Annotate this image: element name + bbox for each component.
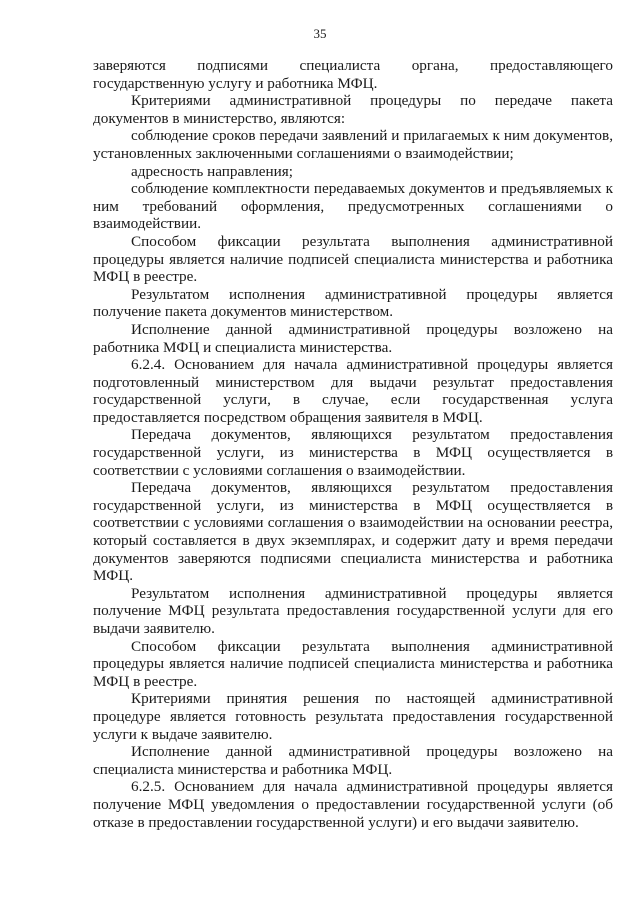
document-body [93, 57, 613, 831]
paragraph: Результатом исполнения административной процедуры является получение МФЦ результата предоставления государственной услуги для его выдачи заявителю. [93, 584, 613, 637]
paragraph: заверяются подписями специалиста органа, предоставляющего государственную услугу и работника МФЦ. [93, 57, 613, 92]
page-number: 35 [313, 26, 327, 41]
paragraph: Передача документов, являющихся результатом предоставления государственной услуги, из министерства в МФЦ осуществляется в соответствии с условиями соглашения о взаимодействии. [93, 426, 613, 479]
paragraph: Исполнение данной административной процедуры возложено на работника МФЦ и специалиста министерства. [93, 320, 613, 356]
paragraph: Критериями административной процедуры по передаче пакета документов в министерство, являются: [93, 92, 613, 127]
paragraph: Способом фиксации результата выполнения административной процедуры является наличие подписей специалиста министерства и работника МФЦ в реестре. [93, 232, 613, 286]
paragraph: Исполнение данной административной процедуры возложено на специалиста министерства и работника МФЦ. [93, 743, 613, 778]
paragraph: соблюдение сроков передачи заявлений и прилагаемых к ним документов, установленных заключенными соглашениями о взаимодействии; [93, 127, 613, 162]
paragraph: Критериями принятия решения по настоящей административной процедуре является готовность результата предоставления государственной услуги к выдаче заявителю. [93, 690, 613, 743]
paragraph: соблюдение комплектности передаваемых документов и предъявляемых к ним требований оформления, предусмотренных соглашениями о взаимодействии. [93, 180, 613, 233]
paragraph: Результатом исполнения административной процедуры является получение пакета документов министерством. [93, 285, 613, 321]
paragraph: адресность направления; [131, 162, 294, 180]
paragraph: Способом фиксации результата выполнения административной процедуры является наличие подписей специалиста министерства и работника МФЦ в реестре. [93, 637, 613, 690]
paragraph: 6.2.4. Основанием для начала административной процедуры является подготовленный министерством для выдачи результат предоставления государственной услуги, в случае, если государственная услуга предоставляется посредством обращения заявителя в МФЦ. [93, 356, 613, 426]
paragraph: 6.2.5. Основанием для начала административной процедуры является получение МФЦ уведомления о предоставлении государственной услуги (об отказе в предоставлении государственной услуги) и его выдачи заявителю. [93, 778, 613, 831]
paragraph: Передача документов, являющихся результатом предоставления государственной услуги, из министерства в МФЦ осуществляется в соответствии с условиями соглашения о взаимодействии на основании реестра, который составляется в двух экземплярах, и содержит дату и время передачи документов заверяются подписями специалиста министерства и работника МФЦ. [93, 479, 613, 585]
